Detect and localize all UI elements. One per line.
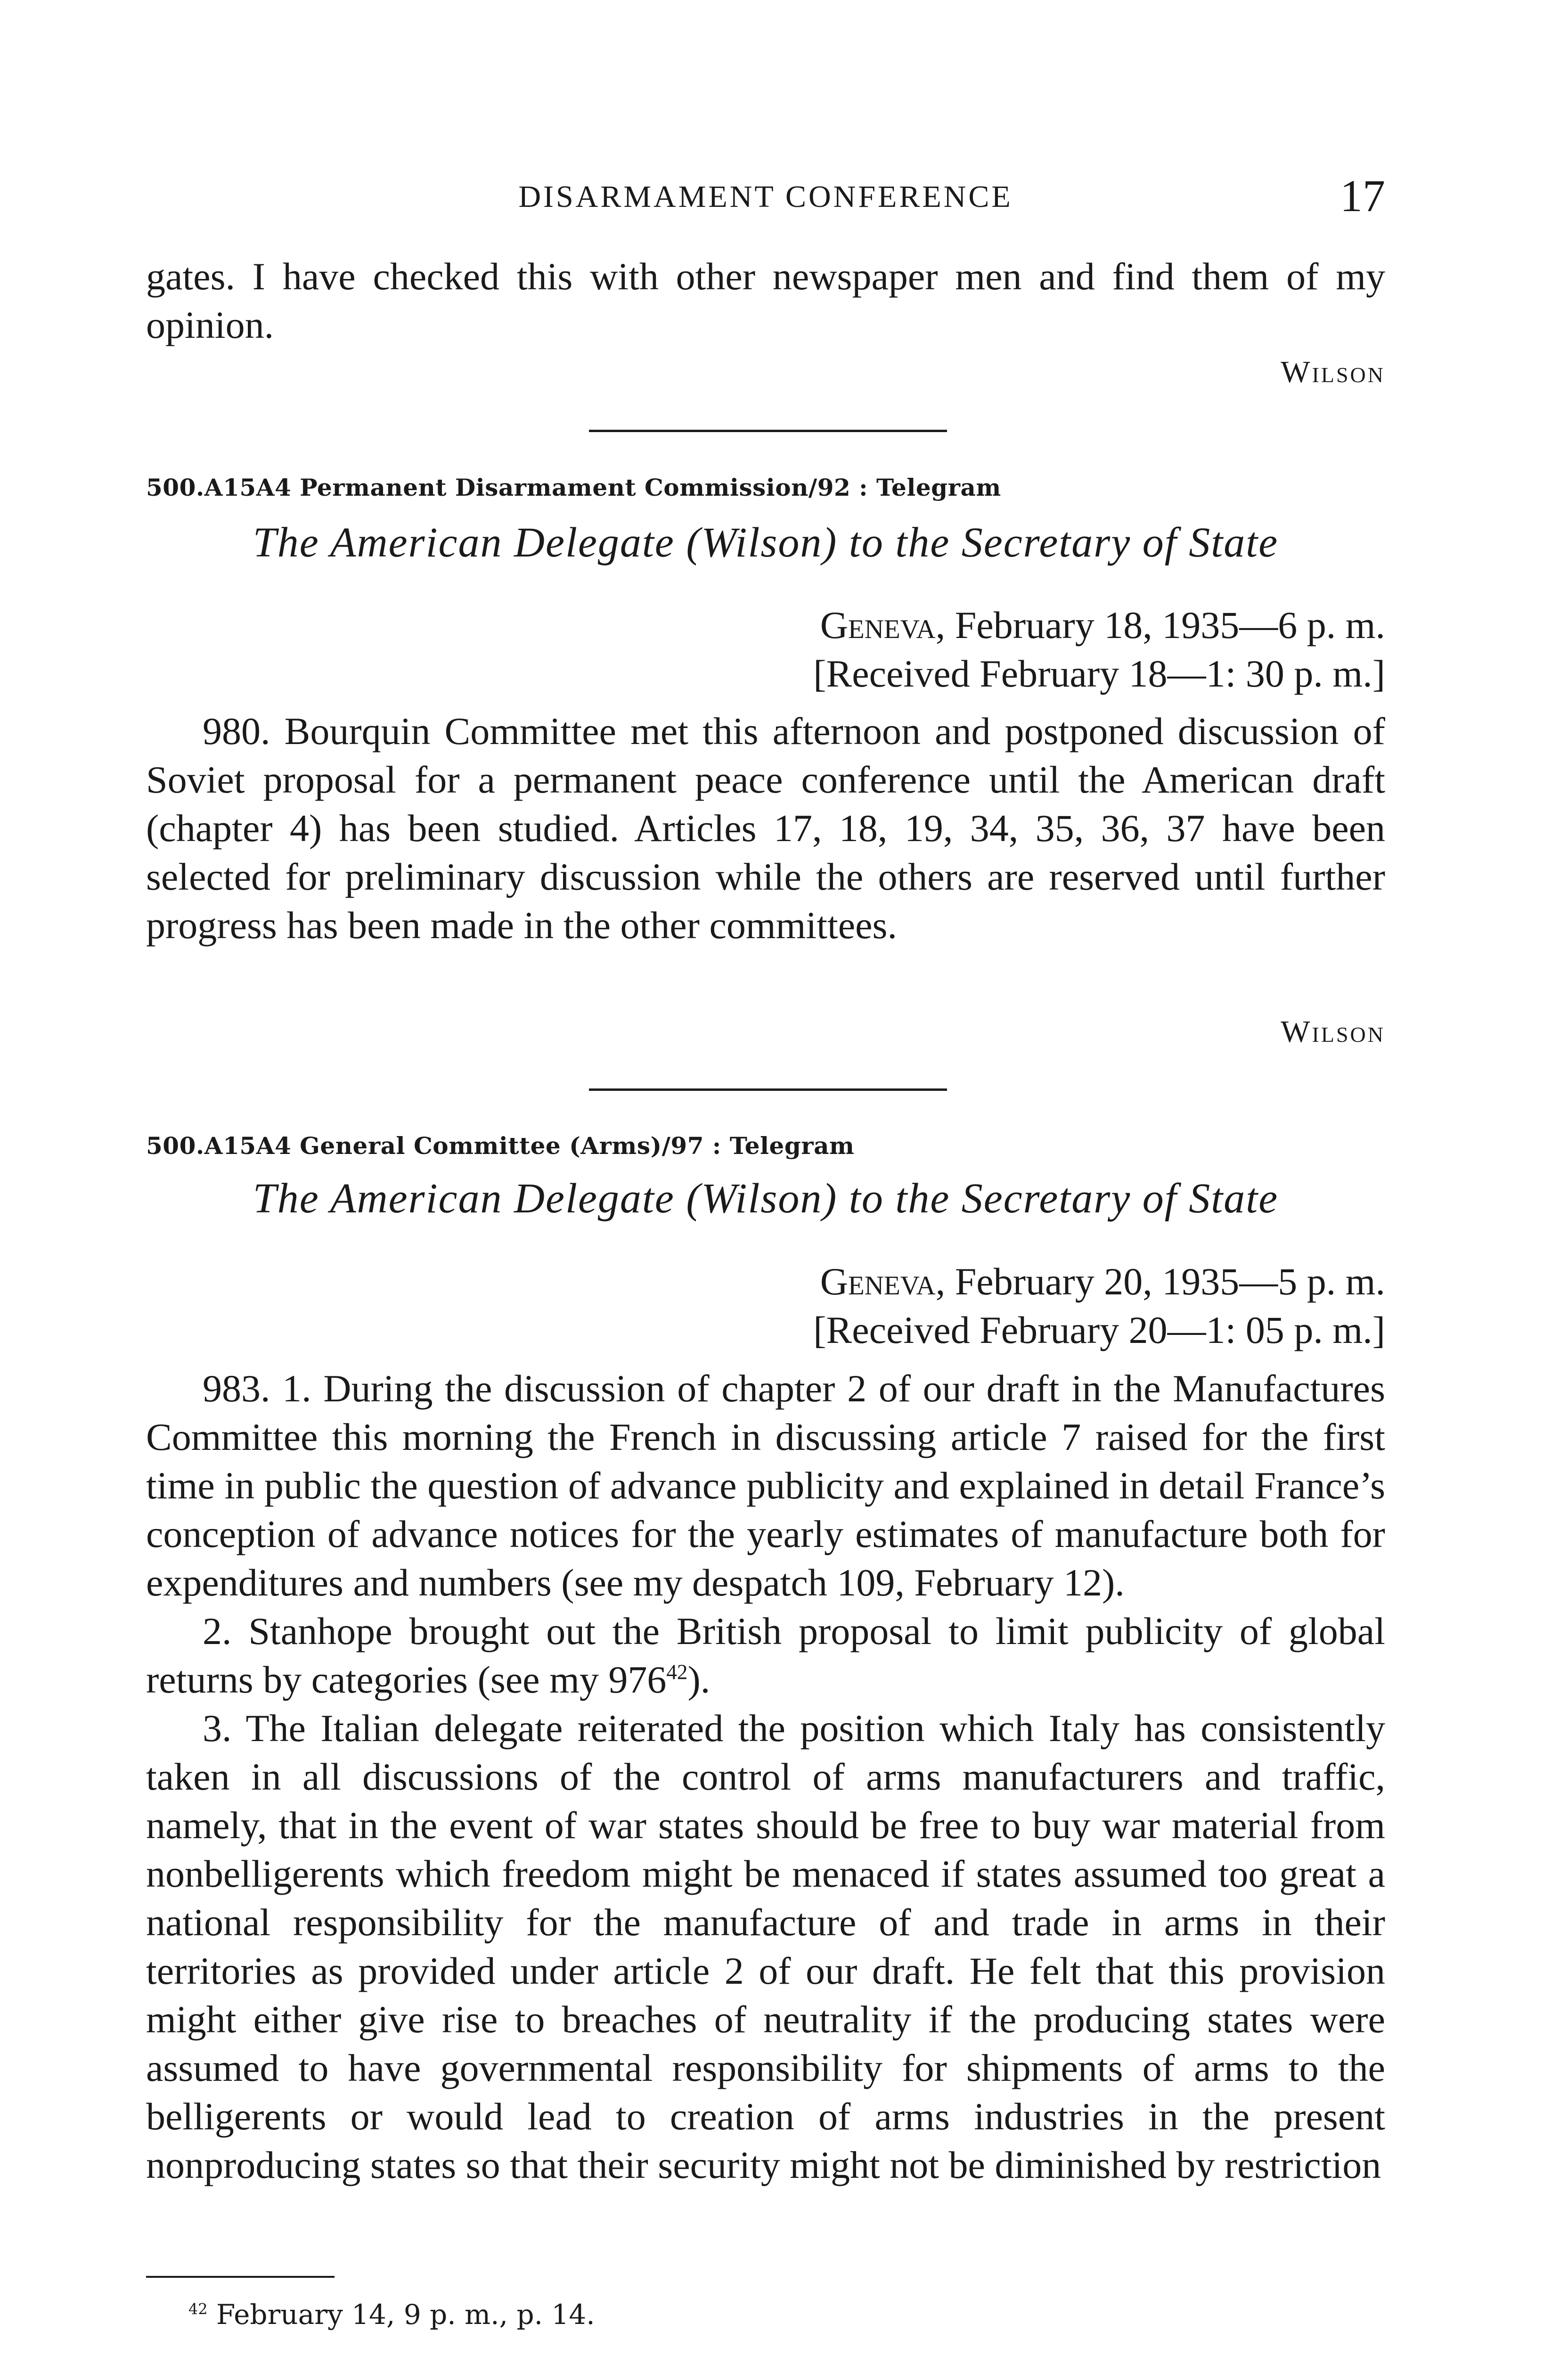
footnote-text: February 14, 9 p. m., p. 14. bbox=[216, 2299, 595, 2331]
file-reference: 500.A15A4 General Committee (Arms)/97 : Telegram bbox=[146, 1132, 855, 1160]
document-title: The American Delegate (Wilson) to the Secretary of State bbox=[253, 1175, 1279, 1222]
footnote-rule bbox=[146, 2276, 335, 2278]
telegram-body bbox=[146, 1364, 1385, 2189]
dateline-place: Geneva bbox=[820, 1260, 936, 1303]
telegram-body bbox=[146, 707, 1385, 949]
file-reference: 500.A15A4 Permanent Disarmament Commission/92 : Telegram bbox=[146, 474, 1001, 501]
dateline-date: , February 18, 1935—6 p. m. bbox=[935, 604, 1385, 646]
telegram-paragraph: 3. The Italian delegate reiterated the position which Italy has consistently taken in all discussions of the control of arms manufacturers and traffic, namely, that in the event of war states should be free to buy war material from nonbelligerents which freedom might be menaced if states assumed too great a national responsibility for the manufacture of and trade in arms in their territories as provided under article 2 of our draft. He felt that this provision might either give rise to breaches of neutrality if the producing states were assumed to have governmental responsibility for shipments of arms to the belligerents or would lead to creation of arms industries in the present nonproducing states so that their security might not be diminished by restriction bbox=[146, 1707, 1385, 2186]
telegram-signature: Wilson bbox=[1281, 1014, 1385, 1049]
dateline-received: [Received February 20—1: 05 p. m.] bbox=[813, 1309, 1385, 1351]
dateline-sent bbox=[813, 601, 1385, 649]
continuation-text-block bbox=[146, 252, 1385, 349]
dateline bbox=[813, 1257, 1385, 1354]
running-title: DISARMAMENT CONFERENCE bbox=[518, 180, 1013, 214]
paragraph-text-end: ). bbox=[687, 1658, 710, 1701]
dateline bbox=[813, 601, 1385, 698]
section-divider bbox=[589, 430, 947, 432]
continuation-signature: Wilson bbox=[1281, 355, 1385, 389]
telegram-paragraph: 980. Bourquin Committee met this afternoon and postponed discussion of Soviet proposal for a permanent peace conference until the American draft (chapter 4) has been studied. Articles 17, 18, 19, 34, 35, 36, 37 have been selected for preliminary discussion while the others are reserved until further progress has been made in the other committees. bbox=[146, 710, 1385, 947]
dateline-date: , February 20, 1935—5 p. m. bbox=[935, 1260, 1385, 1303]
footnote bbox=[188, 2299, 595, 2331]
page-header bbox=[146, 170, 1385, 221]
continuation-paragraph: gates. I have checked this with other newspaper men and find them of my opinion. bbox=[146, 255, 1385, 346]
dateline-sent bbox=[813, 1257, 1385, 1306]
footnote-marker: 42 bbox=[188, 2300, 208, 2318]
document-title: The American Delegate (Wilson) to the Secretary of State bbox=[253, 519, 1279, 566]
dateline-place: Geneva bbox=[820, 604, 936, 646]
paragraph-text: 2. Stanhope brought out the British proposal to limit publicity of global returns by categories (see my 976 bbox=[146, 1610, 1385, 1701]
footnote-reference: 42 bbox=[666, 1660, 688, 1684]
section-divider bbox=[589, 1088, 947, 1091]
dateline-received: [Received February 18—1: 30 p. m.] bbox=[813, 652, 1385, 695]
telegram-paragraph bbox=[146, 1607, 1385, 1704]
page-number: 17 bbox=[1340, 171, 1385, 221]
telegram-paragraph: 983. 1. During the discussion of chapter 2 of our draft in the Manufactures Committee this morning the French in discussing article 7 raised for the first time in public the question of advance publicity and explained in detail France’s conception of advance notices for the yearly estimates of manufacture both for expenditures and numbers (see my despatch 109, February 12). bbox=[146, 1367, 1385, 1604]
